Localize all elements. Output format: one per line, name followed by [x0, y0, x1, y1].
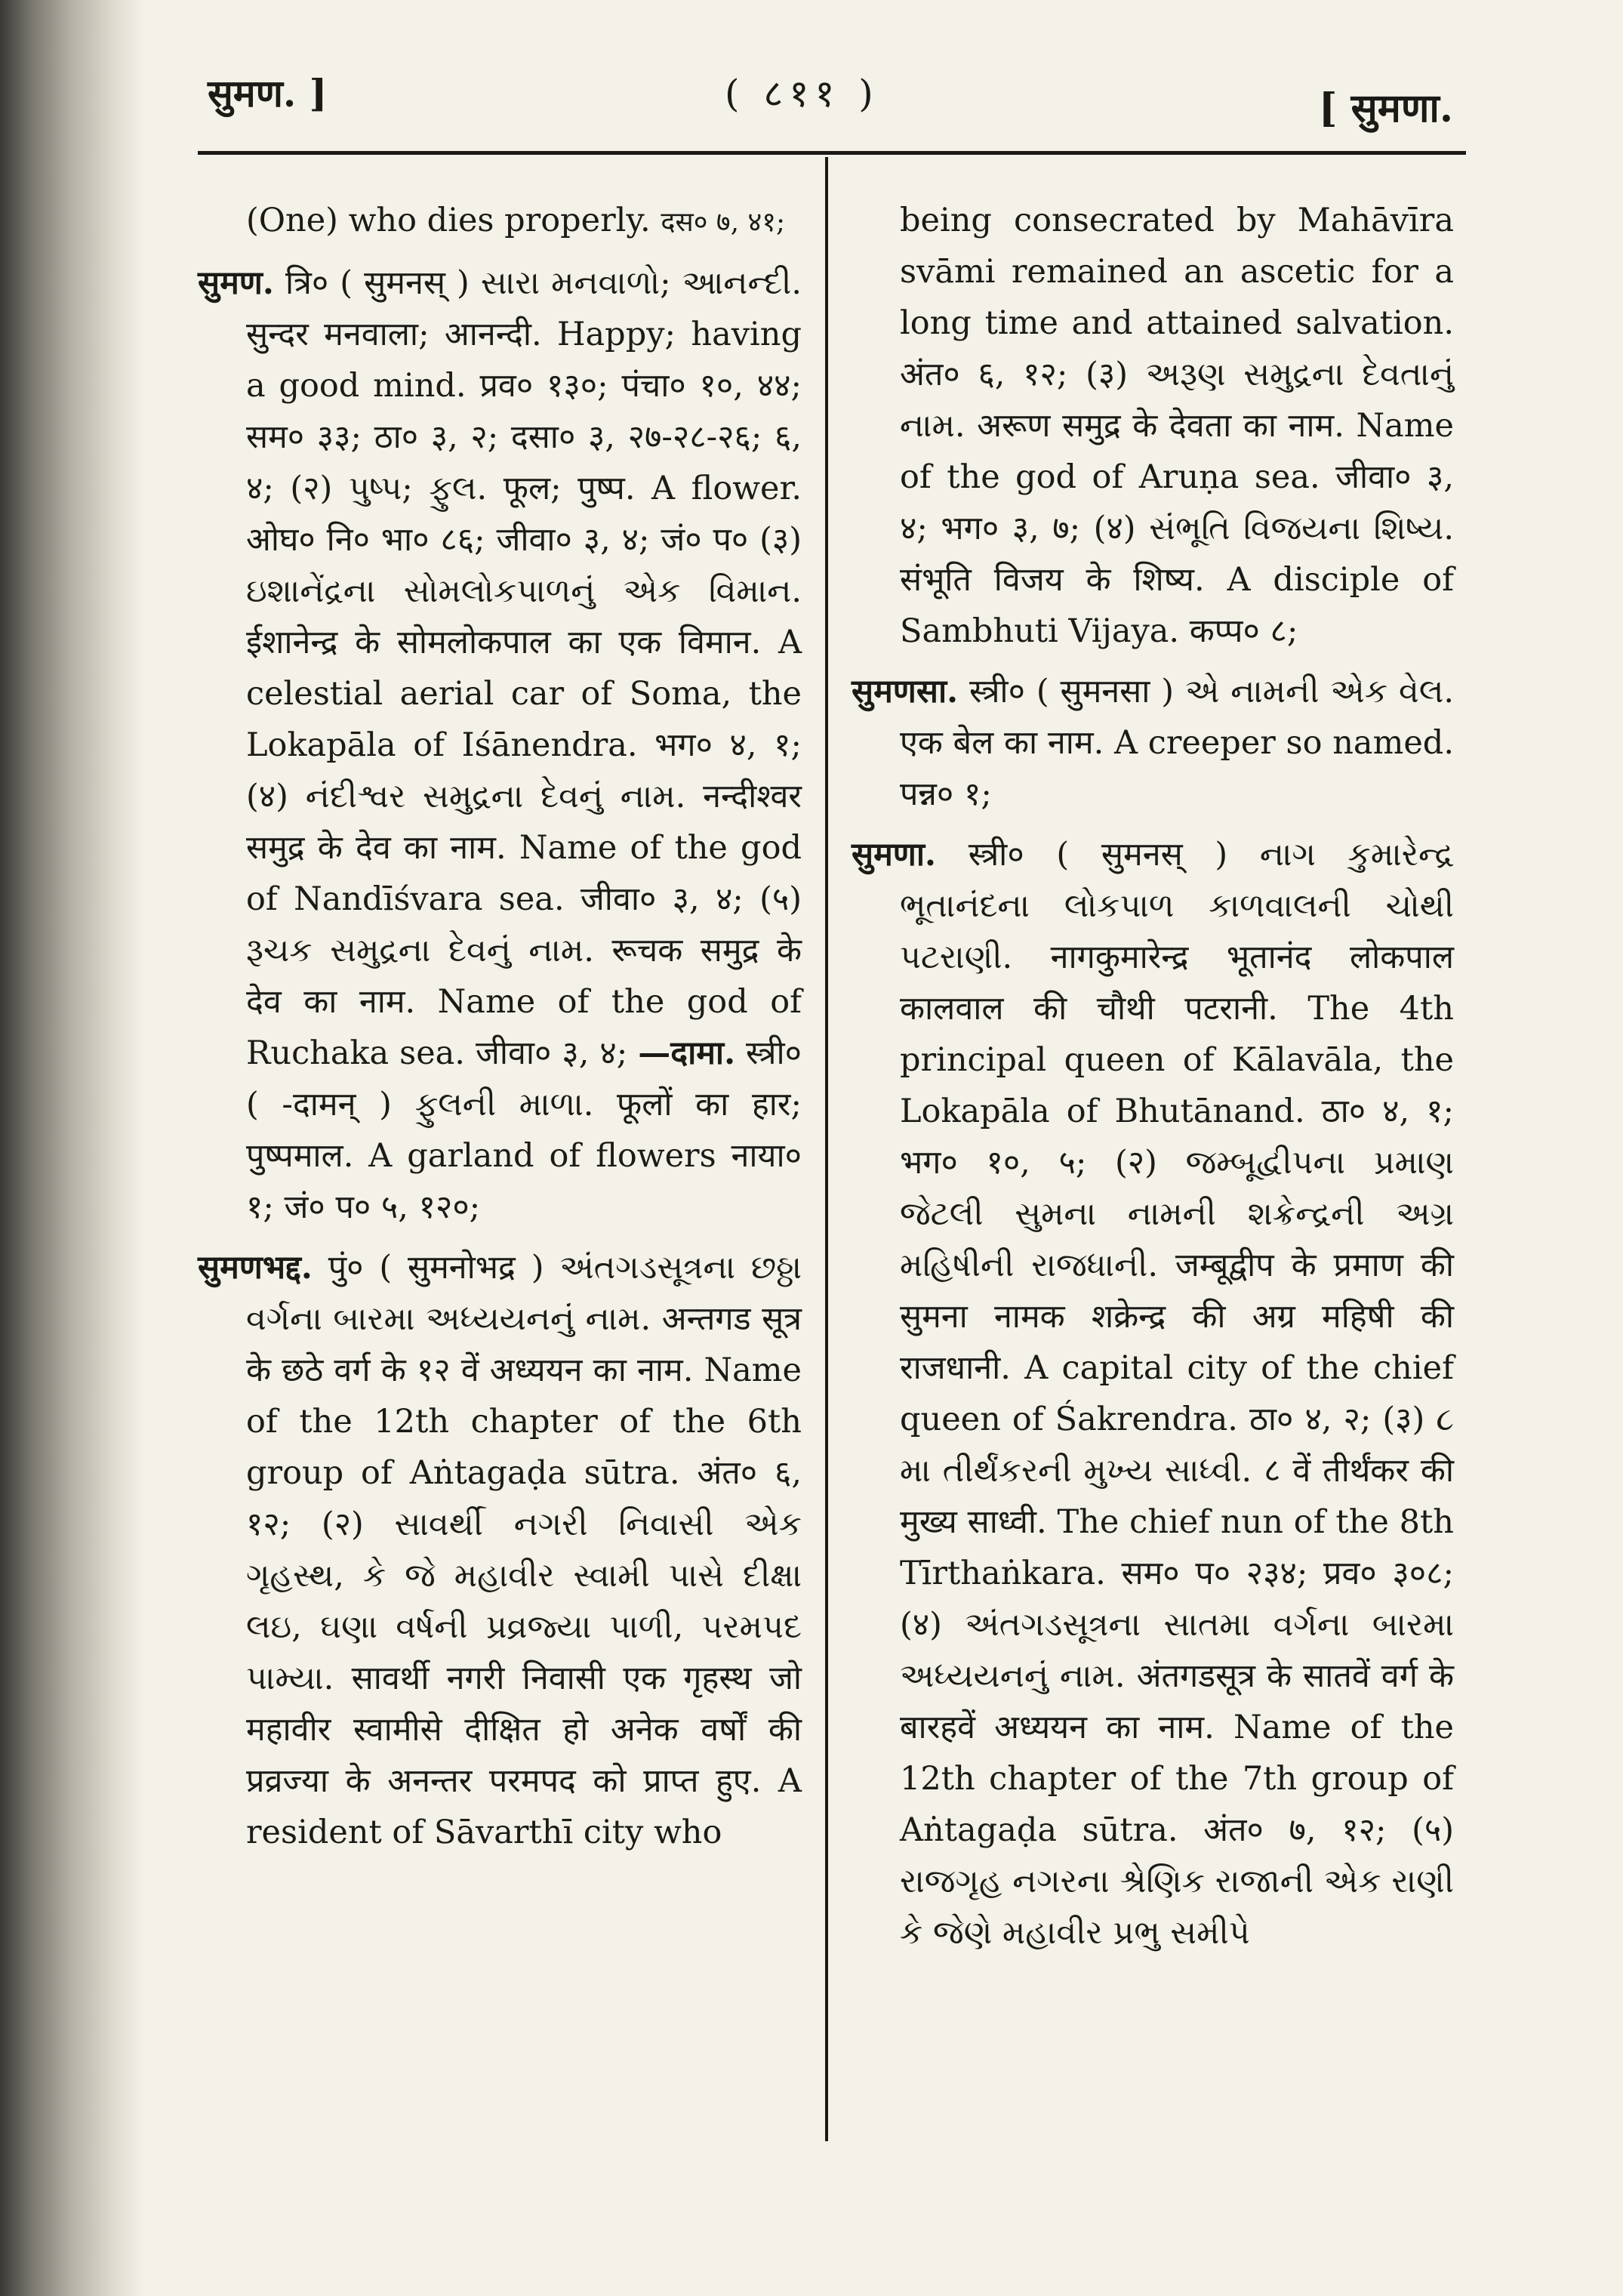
entry-continuation: [198, 195, 802, 248]
column-divider: [825, 157, 828, 2141]
entry-sumana: [852, 829, 1454, 1959]
entry-reference: दस० ७, ४१;: [661, 207, 786, 238]
entry-sumanasa: [852, 666, 1454, 820]
entry-continuation: [852, 195, 1454, 657]
page-number: ( ८११ ): [725, 72, 879, 116]
entry-body: being consecrated by Mahāvīra svāmi remained an ascetic for a long time and attained salvation. अंत० ६, १२; (३) અરૂણ સમુદ્રના દેવતાનું નામ. अरूण समुद्र के देवता का नाम. Name of the god of Aruṇa sea. जीवा० ३, ४; भग० ३, ७; (४) સંભૂતિ વિજયના શિષ્ય. संभूति विजय के शिष्य. A disciple of Sambhuti Vijaya. कप्प० ८;: [900, 202, 1454, 650]
entry-body: स्त्री० ( सुमनसा ) એ નામની એક વેલ. एक बेल का नाम. A creeper so named. पन्न० १;: [900, 673, 1455, 813]
entry-body: पुं० ( सुमनोभद्र ) અંતગડસૂત્રના છઠ્ઠા વર્ગના બારમા અધ્યયનનું નામ. अन्तगड सूत्र के छठे वर्ग के १२ वें अध्ययन का नाम. Name of the 12th chapter of the 6th group of Aṅtagaḍa sūtra. अंत० ६, १२; (२) સાવર્થી નગરી નિવાસી એક ગૃહસ્થ, કે જે મહાવીર સ્વામી પાસે દીક્ષા લઇ, ઘણા વર્ષની પ્રવ્રજ્યા પાળી, પરમપદ પામ્યા. सावर्थी नगरी निवासी एक गृहस्थ जो महावीर स्वामीसे दीक्षित हो अनेक वर्षों की प्रव्रज्या के अनन्तर परमपद को प्राप्त हुए. A resident of Sāvarthī city who: [246, 1249, 802, 1851]
header-left-guideword: सुमण. ]: [208, 71, 328, 116]
page-header: [0, 59, 1623, 149]
book-binding-shadow: [0, 0, 143, 2296]
entry-text: (One) who dies properly.: [246, 202, 651, 239]
headword: सुमणा.: [852, 836, 936, 874]
headword: सुमण.: [198, 264, 274, 302]
entry-suman: [198, 257, 802, 1233]
entry-body: स्त्री० ( सुमनस् ) નાગ કુમારેન્દ્ર ભૂતાનંદના લોકપાળ કાળવાલની ચોથી પટરાણી. नागकुमारेन्द्र भूतानंद लोकपाल कालवाल की चौथी पटरानी. The 4th principal queen of Kālavāla, the Lokapāla of Bhutānand. ठा० ४, १; भग० १०, ५; (२) જમ્બૂદ્વીપના પ્રમાણ જેટલી સુમના નામની શક્રેન્દ્રની અગ્ર મહિષીની રાજધાની. जम्बूद्वीप के प्रमाण की सुमना नामक शक्रेन्द्र की अग्र महिषी की राजधानी. A capital city of the chief queen of Śakrendra. ठा० ४, २; (३) ૮ મા તીર્થંકરની મુખ્ય સાધ્વી. ८ वें तीर्थंकर की मुख्य साध्वी. The chief nun of the 8th Tīrthaṅkara. सम० प० २३४; प्रव० ३०८; (४) અંતગડસૂત્રના સાતમા વર્ગના બારમા અધ્યયનનું નામ. अंतगडसूत्र के सातवें वर्ग के बारहवें अध्ययन का नाम. Name of the 12th chapter of the 7th group of Aṅtagaḍa sūtra. अंत० ७, १२; (५) રાજગૃહ નગરના શ્રેણિક રાજાની એક રાણી કે જેણે મહાવીર પ્રભુ સમીપે: [900, 836, 1454, 1952]
right-column: [852, 195, 1454, 1968]
left-column: [198, 195, 802, 1867]
sub-entry-body: स्त्री० ( -दामन् ) ફુલની માળા. फूलों का हार; पुष्पमाल. A garland of flowers नाया० १; जं० प० ५, १२०;: [246, 1034, 802, 1226]
entry-sumanabhadda: [198, 1242, 802, 1858]
headword: सुमणसा.: [852, 673, 959, 710]
sub-headword: —दामा.: [638, 1034, 736, 1072]
headword: सुमणभद्द.: [198, 1249, 313, 1287]
header-right-guideword: [ सुमणा.: [1318, 85, 1453, 131]
entry-body: त्रि० ( सुमनस् ) સારા મનવાળો; આનન્દી. सुन्दर मनवाला; आनन्दी. Happy; having a good mind. प्रव० १३०; पंचा० १०, ४४; सम० ३३; ठा० ३, २; दसा० ३, २७-२८-२६; ६, ४; (२) પુષ્પ; ફુલ. फूल; पुष्प. A flower. ओघ० नि० भा० ८६; जीवा० ३, ४; जं० प० (३) ઇશાનેંદ્રના સોમલોકપાળનું એક વિમાન. ईशानेन्द्र के सोमलोकपाल का एक विमान. A celestial aerial car of Soma, the Lokapāla of Iśānendra. भग० ४, १; (४) નંદીશ્વર સમુદ્રના દેવનું નામ. नन्दीश्वर समुद्र के देव का नाम. Name of the god of Nandīśvara sea. जीवा० ३, ४; (५) રૂચક સમુદ્રના દેવનું નામ. रूचक समुद्र के देव का नाम. Name of the god of Ruchaka sea. जीवा० ३, ४;: [246, 264, 802, 1072]
header-rule: [198, 151, 1466, 155]
